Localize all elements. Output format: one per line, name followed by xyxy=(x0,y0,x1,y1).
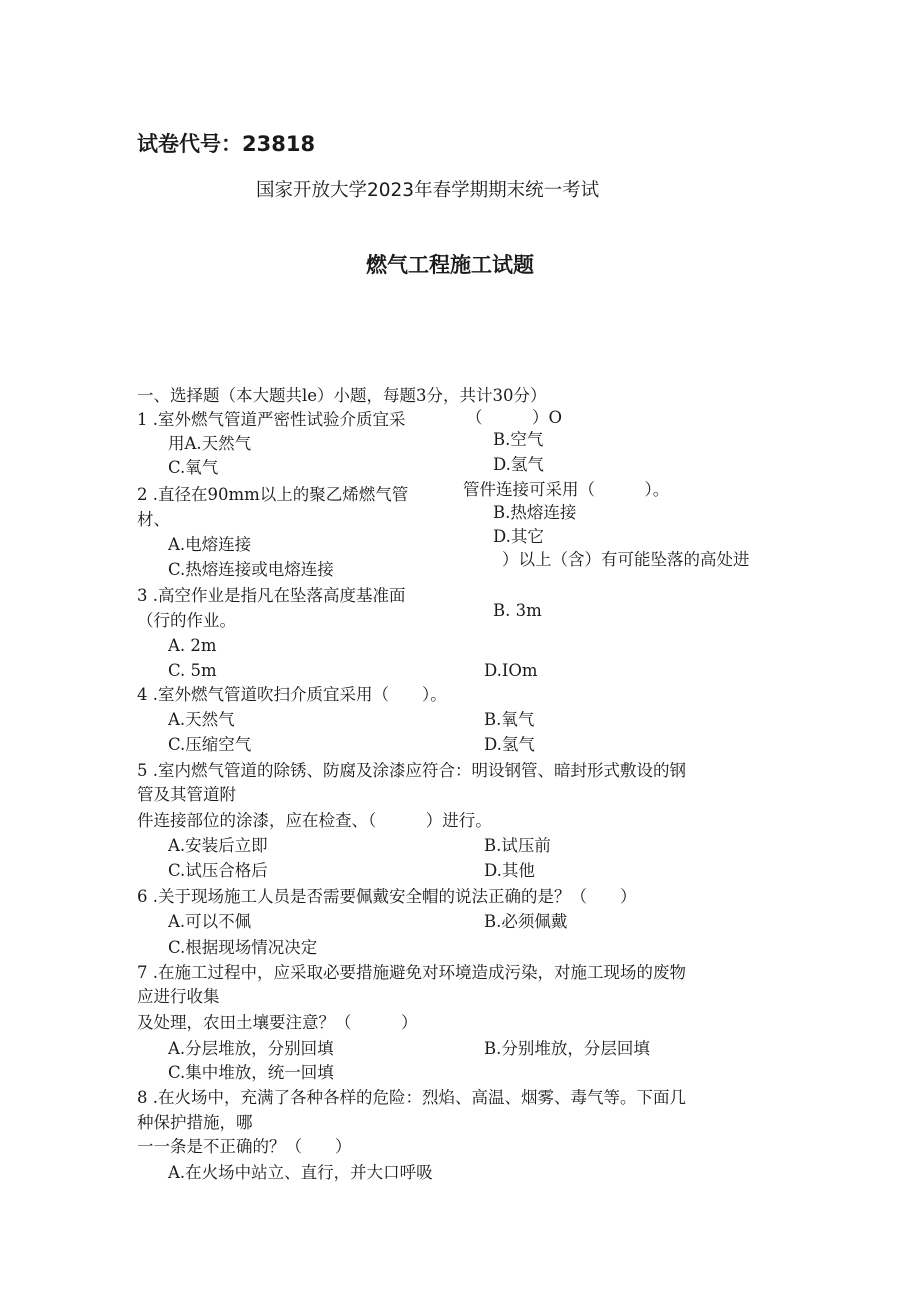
question-7-option-a: A.分层堆放，分别回填 xyxy=(168,1039,334,1058)
question-6-stem: 6 .关于现场施工人员是否需要佩戴安全帽的说法正确的是？（ ） xyxy=(137,887,637,906)
question-7-line-2: 应进行收集 xyxy=(137,987,220,1006)
question-8-line-1: 8 .在火场中，充满了各种各样的危险：烈焰、高温、烟雾、毒气等。下面几 xyxy=(137,1088,686,1107)
exam-name: 国家开放大学2023年春学期期末统一考试 xyxy=(256,180,600,201)
paper-code: 试卷代号：23818 xyxy=(137,132,316,156)
question-3-stem: 3 .高空作业是指凡在坠落高度基准面 xyxy=(137,586,406,605)
question-5-line-2: 管及其管道附 xyxy=(137,785,236,804)
question-1-option-b: B.空气 xyxy=(493,430,544,449)
question-3-option-b: B. 3m xyxy=(493,601,542,620)
section-heading: 一、选择题（本大题共le）小题，每题3分，共计30分） xyxy=(137,386,547,405)
question-2-stem-cont: 材、 xyxy=(137,510,170,529)
question-1-option-a: 用A.天然气 xyxy=(168,434,252,453)
question-5-option-a: A.安装后立即 xyxy=(168,836,268,855)
paper-title: 燃气工程施工试题 xyxy=(366,253,534,277)
question-4-option-b: B.氧气 xyxy=(484,710,535,729)
question-2-option-d: D.其它 xyxy=(493,527,544,546)
question-5-line-1: 5 .室内燃气管道的除锈、防腐及涂漆应符合：明设钢管、暗封形式敷设的钢 xyxy=(137,761,686,780)
question-7-line-3: 及处理，农田土壤要注意？（ ） xyxy=(137,1013,418,1032)
question-7-line-1: 7 .在施工过程中，应采取必要措施避免对环境造成污染，对施工现场的废物 xyxy=(137,963,686,982)
question-4-option-c: C.压缩空气 xyxy=(168,735,252,754)
question-5-line-3: 件连接部位的涂漆，应在检查、（ ）进行。 xyxy=(137,811,492,830)
question-2-option-a: A.电熔连接 xyxy=(168,535,252,554)
question-5-option-d: D.其他 xyxy=(484,861,535,880)
question-3-option-c: C. 5m xyxy=(168,661,217,680)
question-6-option-a: A.可以不佩 xyxy=(168,912,252,931)
question-4-stem: 4 .室外燃气管道吹扫介质宜采用（ ）。 xyxy=(137,685,447,704)
question-8-option-a: A.在火场中站立、直行，并大口呼吸 xyxy=(168,1163,433,1182)
question-8-line-3: 一一条是不正确的？（ ） xyxy=(137,1137,352,1156)
question-3-stem-cont: （行的作业。 xyxy=(137,611,236,630)
question-6-option-c: C.根据现场情况决定 xyxy=(168,938,318,957)
question-2-stem-right: 管件连接可采用（ ）。 xyxy=(463,480,670,499)
question-5-option-b: B.试压前 xyxy=(484,836,551,855)
question-4-option-d: D.氢气 xyxy=(484,735,535,754)
question-8-line-2: 种保护措施，哪 xyxy=(137,1113,253,1132)
question-3-option-d: D.IOm xyxy=(484,661,538,680)
question-7-option-b: B.分别堆放，分层回填 xyxy=(484,1039,650,1058)
question-1-stem: 1 .室外燃气管道严密性试验介质宜采 xyxy=(137,410,406,429)
question-1-blank: （ ）O xyxy=(466,408,563,427)
question-2-option-b: B.热熔连接 xyxy=(493,503,577,522)
question-1-option-d: D.氢气 xyxy=(493,455,544,474)
question-3-option-a: A. 2m xyxy=(168,636,217,655)
question-2-stem: 2 .直径在90mm以上的聚乙烯燃气管 xyxy=(137,485,409,504)
question-7-option-c: C.集中堆放，统一回填 xyxy=(168,1063,334,1082)
question-2-option-c: C.热熔连接或电熔连接 xyxy=(168,560,334,579)
question-1-option-c: C.氧气 xyxy=(168,458,219,477)
question-6-option-b: B.必须佩戴 xyxy=(484,912,568,931)
question-3-stem-right: ）以上（含）有可能坠落的高处进 xyxy=(502,550,750,569)
question-4-option-a: A.天然气 xyxy=(168,710,235,729)
question-5-option-c: C.试压合格后 xyxy=(168,861,268,880)
